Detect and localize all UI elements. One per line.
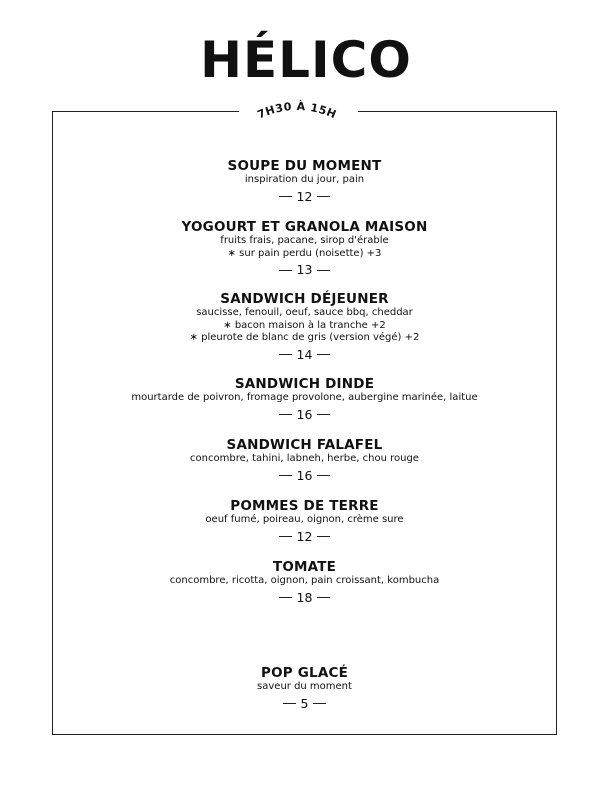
price-dash [317, 536, 330, 537]
menu-item-name: POP GLACÉ [260, 665, 349, 681]
menu-item-price: 13 [296, 262, 313, 277]
price-dash [317, 475, 330, 476]
menu-item-price: 12 [296, 528, 313, 544]
price-dash [279, 536, 292, 537]
menu-item-description: concombre, ricotta, oignon, pain croissant, kombucha [169, 575, 440, 586]
menu-item-description: mourtarde de poivron, fromage provolone, aubergine marinée, laitue [131, 392, 478, 403]
menu-frame [52, 111, 557, 735]
price-dash [317, 414, 330, 415]
price-dash [313, 703, 326, 704]
menu-item [52, 437, 557, 484]
menu-item-option: ∗ bacon maison à la tranche +2 [223, 319, 386, 331]
menu-item-name: SOUPE DU MOMENT [227, 158, 382, 174]
menu-item-price: 16 [296, 467, 313, 483]
price-dash [279, 414, 292, 415]
menu-item [52, 559, 557, 606]
menu-item-description: oeuf fumé, poireau, oignon, crème sure [205, 514, 404, 525]
menu-item-price-row [52, 347, 557, 363]
menu-item-option: ∗ pleurote de blanc de gris (version végé) +2 [189, 332, 420, 343]
menu-item [52, 158, 557, 205]
opening-hours-text: 7H30 À 15H [255, 99, 339, 122]
menu-item-price: 18 [296, 589, 313, 605]
price-dash [283, 703, 296, 704]
price-dash [317, 196, 330, 197]
menu-item [52, 498, 557, 545]
menu-item-name: SANDWICH FALAFEL [226, 437, 383, 453]
menu-item [52, 219, 557, 278]
menu-item-price-row [52, 696, 557, 712]
menu-item-description: concombre, tahini, labneh, herbe, chou rouge [190, 453, 419, 464]
price-dash [317, 270, 330, 271]
price-dash [279, 270, 292, 271]
menu-item [52, 291, 557, 363]
menu-item-description: saucisse, fenouil, oeuf, sauce bbq, cheddar [196, 307, 413, 318]
menu-item [52, 376, 557, 423]
menu-item-name: YOGOURT ET GRANOLA MAISON [181, 219, 428, 235]
price-dash [317, 597, 330, 598]
menu-item-name: TOMATE [272, 559, 337, 575]
restaurant-title: HÉLICO [200, 31, 412, 89]
menu-item-price-row [52, 590, 557, 606]
menu-item-description: saveur du moment [257, 681, 352, 692]
menu-item-price-row [52, 262, 557, 278]
menu-item-description: inspiration du jour, pain [244, 174, 365, 185]
opening-hours [232, 92, 362, 136]
menu-item-name: POMMES DE TERRE [230, 498, 379, 514]
price-dash [279, 597, 292, 598]
menu-item-price-row [52, 468, 557, 484]
menu-item-name: SANDWICH DINDE [234, 376, 375, 392]
menu-item-price: 12 [296, 188, 313, 204]
price-dash [279, 475, 292, 476]
menu-item-price: 16 [296, 406, 313, 422]
menu-item [52, 665, 557, 712]
menu-item-price-row [52, 189, 557, 205]
menu-item-price-row [52, 529, 557, 545]
price-dash [279, 354, 292, 355]
menu-item-price: 14 [296, 346, 313, 362]
menu-item-price: 5 [300, 695, 309, 711]
price-dash [279, 196, 292, 197]
menu-item-price-row [52, 407, 557, 423]
price-dash [317, 354, 330, 355]
menu-item-option: ∗ sur pain perdu (noisette) +3 [227, 247, 382, 259]
menu-item-name: SANDWICH DÉJEUNER [220, 291, 389, 307]
menu-item-description: fruits frais, pacane, sirop d'érable [220, 235, 389, 246]
